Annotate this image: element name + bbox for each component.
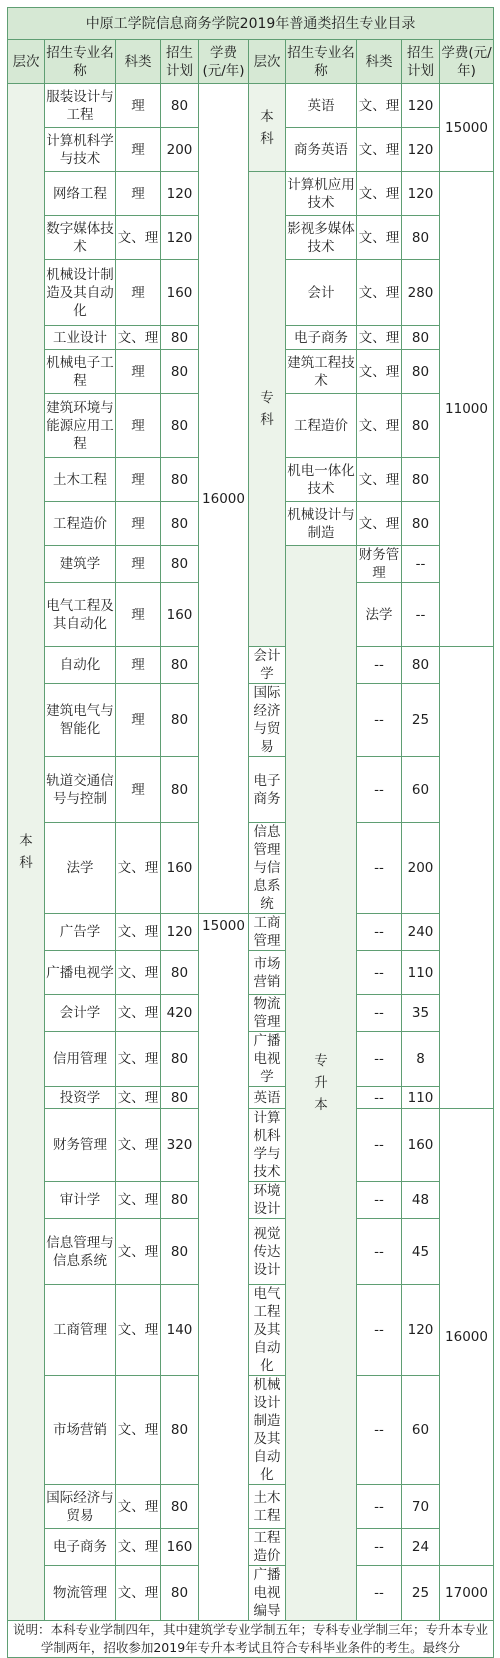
right-plan: 60 xyxy=(402,1376,440,1485)
left-plan: 80 xyxy=(161,1376,199,1485)
left-major: 计算机科学与技术 xyxy=(45,128,116,172)
right-subject: 文、理 xyxy=(357,216,402,260)
table-row xyxy=(8,1087,494,1109)
right-plan: 80 xyxy=(402,216,440,260)
right-plan: 240 xyxy=(402,914,440,951)
left-level-benke: 本科 xyxy=(8,84,45,1621)
left-plan: 80 xyxy=(161,684,199,757)
right-subject: -- xyxy=(357,1087,402,1109)
right-major: 会计学 xyxy=(249,647,286,684)
right-fee-15000: 15000 xyxy=(440,84,494,172)
header-major: 招生专业名称 xyxy=(45,40,116,84)
right-major: 法学 xyxy=(357,583,402,647)
left-fee-15000: 15000 xyxy=(199,914,249,1621)
left-subject: 文、理 xyxy=(116,1087,161,1109)
right-subject: -- xyxy=(357,1219,402,1285)
right-major: 广播电视编导 xyxy=(249,1566,286,1621)
right-subject: 文、理 xyxy=(357,394,402,458)
left-plan: 120 xyxy=(161,216,199,260)
left-major: 市场营销 xyxy=(45,1376,116,1485)
right-subject: -- xyxy=(357,995,402,1032)
left-subject: 文、理 xyxy=(116,914,161,951)
left-major: 审计学 xyxy=(45,1182,116,1219)
header-subject: 科类 xyxy=(357,40,402,84)
right-major: 广播电视学 xyxy=(249,1032,286,1087)
right-subject: -- xyxy=(357,1566,402,1621)
right-subject: 文、理 xyxy=(357,84,402,128)
left-major: 自动化 xyxy=(45,647,116,684)
left-major: 电子商务 xyxy=(45,1529,116,1566)
right-major: 环境设计 xyxy=(249,1182,286,1219)
right-major: 财务管理 xyxy=(357,546,402,583)
table-row xyxy=(8,84,494,128)
table-row xyxy=(8,1376,494,1485)
right-major: 机械设计与制造 xyxy=(286,502,357,546)
left-major: 会计学 xyxy=(45,995,116,1032)
left-plan: 160 xyxy=(161,583,199,647)
left-subject: 文、理 xyxy=(116,1376,161,1485)
right-subject: -- xyxy=(357,647,402,684)
right-subject: -- xyxy=(357,951,402,995)
left-subject: 文、理 xyxy=(116,995,161,1032)
right-plan: 80 xyxy=(402,394,440,458)
left-subject: 文、理 xyxy=(116,1219,161,1285)
right-fee-11000: 11000 xyxy=(440,172,494,647)
right-subject: -- xyxy=(357,914,402,951)
right-subject: -- xyxy=(357,1032,402,1087)
right-subject: -- xyxy=(357,684,402,757)
right-major: 机电一体化技术 xyxy=(286,458,357,502)
right-major: 会计 xyxy=(286,260,357,326)
left-subject: 理 xyxy=(116,647,161,684)
right-major: 工程造价 xyxy=(286,394,357,458)
header-plan: 招生计划 xyxy=(161,40,199,84)
right-major: 视觉传达设计 xyxy=(249,1219,286,1285)
right-subject: 文、理 xyxy=(357,326,402,350)
left-major: 服装设计与工程 xyxy=(45,84,116,128)
left-major: 土木工程 xyxy=(45,458,116,502)
left-subject: 文、理 xyxy=(116,1182,161,1219)
table-row xyxy=(8,1109,494,1182)
table-title: 中原工学院信息商务学院2019年普通类招生专业目录 xyxy=(8,8,494,40)
right-level-zhuanshengben: 专升本 xyxy=(286,546,357,1621)
left-subject: 文、理 xyxy=(116,1566,161,1621)
left-subject: 理 xyxy=(116,260,161,326)
right-plan: 25 xyxy=(402,1566,440,1621)
left-plan: 80 xyxy=(161,1182,199,1219)
right-major: 商务英语 xyxy=(286,128,357,172)
right-fee-17000: 17000 xyxy=(440,1566,494,1621)
left-plan: 80 xyxy=(161,502,199,546)
left-plan: 80 xyxy=(161,84,199,128)
left-subject: 理 xyxy=(116,350,161,394)
left-major: 投资学 xyxy=(45,1087,116,1109)
table-row xyxy=(8,823,494,914)
table-row xyxy=(8,1285,494,1376)
right-major: 工商管理 xyxy=(249,914,286,951)
right-plan: 80 xyxy=(402,326,440,350)
left-major: 广播电视学 xyxy=(45,951,116,995)
left-plan: 160 xyxy=(161,1529,199,1566)
left-subject: 理 xyxy=(116,458,161,502)
right-major: 物流管理 xyxy=(249,995,286,1032)
right-major: 计算机应用技术 xyxy=(286,172,357,216)
left-plan: 80 xyxy=(161,394,199,458)
table-row xyxy=(8,1219,494,1285)
left-major: 工商管理 xyxy=(45,1285,116,1376)
right-plan: 110 xyxy=(402,1087,440,1109)
left-major: 数字媒体技术 xyxy=(45,216,116,260)
left-major: 工业设计 xyxy=(45,326,116,350)
right-plan: 24 xyxy=(402,1529,440,1566)
left-plan: 200 xyxy=(161,128,199,172)
header-level: 层次 xyxy=(8,40,45,84)
left-subject: 文、理 xyxy=(116,1109,161,1182)
left-major: 电气工程及其自动化 xyxy=(45,583,116,647)
left-major: 网络工程 xyxy=(45,172,116,216)
right-subject: -- xyxy=(357,1109,402,1182)
left-plan: 80 xyxy=(161,647,199,684)
table-row xyxy=(8,757,494,823)
left-plan: 80 xyxy=(161,757,199,823)
table-row xyxy=(8,995,494,1032)
header-level: 层次 xyxy=(249,40,286,84)
header-fee: 学费(元/年) xyxy=(440,40,494,84)
table-row xyxy=(8,1566,494,1621)
left-subject: 理 xyxy=(116,583,161,647)
left-subject: 文、理 xyxy=(116,326,161,350)
left-major: 信息管理与信息系统 xyxy=(45,1219,116,1285)
right-plan: 80 xyxy=(402,502,440,546)
right-plan: 160 xyxy=(402,1109,440,1182)
header-plan: 招生计划 xyxy=(402,40,440,84)
left-subject: 文、理 xyxy=(116,216,161,260)
right-level-benke: 本科 xyxy=(249,84,286,172)
table-row xyxy=(8,1182,494,1219)
right-plan: 70 xyxy=(402,1485,440,1529)
left-major: 机械电子工程 xyxy=(45,350,116,394)
right-subject: -- xyxy=(402,583,440,647)
right-major: 电气工程及其自动化 xyxy=(249,1285,286,1376)
right-subject: -- xyxy=(357,1529,402,1566)
right-subject: 文、理 xyxy=(357,260,402,326)
left-subject: 理 xyxy=(116,394,161,458)
left-major: 建筑环境与能源应用工程 xyxy=(45,394,116,458)
right-major: 电子商务 xyxy=(249,757,286,823)
right-subject: 文、理 xyxy=(357,128,402,172)
right-plan: 48 xyxy=(402,1182,440,1219)
left-subject: 理 xyxy=(116,757,161,823)
left-major: 国际经济与贸易 xyxy=(45,1485,116,1529)
right-major: 英语 xyxy=(286,84,357,128)
right-subject: -- xyxy=(357,1376,402,1485)
right-level-zhuanke: 专科 xyxy=(249,172,286,647)
left-major: 机械设计制造及其自动化 xyxy=(45,260,116,326)
right-subject: -- xyxy=(357,1285,402,1376)
right-major: 工程造价 xyxy=(249,1529,286,1566)
table-row xyxy=(8,951,494,995)
left-subject: 文、理 xyxy=(116,951,161,995)
note-row xyxy=(8,1621,494,1658)
left-major: 建筑学 xyxy=(45,546,116,583)
right-major: 电子商务 xyxy=(286,326,357,350)
note-text: 说明：本科专业学制四年，其中建筑学专业学制五年；专科专业学制三年；专升本专业学制两年，招收参加2019年专升本考试且符合专科毕业条件的考生。最终分 xyxy=(8,1621,494,1658)
right-major: 英语 xyxy=(249,1087,286,1109)
right-plan: 45 xyxy=(402,1219,440,1285)
left-major: 轨道交通信号与控制 xyxy=(45,757,116,823)
right-subject: 文、理 xyxy=(357,458,402,502)
right-subject: -- xyxy=(402,546,440,583)
right-subject: 文、理 xyxy=(357,350,402,394)
right-plan: 120 xyxy=(402,84,440,128)
right-plan: 80 xyxy=(402,350,440,394)
left-plan: 80 xyxy=(161,326,199,350)
right-plan: 110 xyxy=(402,951,440,995)
left-plan: 80 xyxy=(161,1087,199,1109)
right-subject: -- xyxy=(357,757,402,823)
left-subject: 文、理 xyxy=(116,823,161,914)
left-subject: 文、理 xyxy=(116,1485,161,1529)
left-plan: 320 xyxy=(161,1109,199,1182)
left-subject: 理 xyxy=(116,172,161,216)
right-major: 国际经济与贸易 xyxy=(249,684,286,757)
right-fee-16000: 16000 xyxy=(440,1109,494,1566)
right-plan: 120 xyxy=(402,172,440,216)
right-plan: 280 xyxy=(402,260,440,326)
table-row xyxy=(8,1032,494,1087)
right-plan: 120 xyxy=(402,128,440,172)
left-plan: 80 xyxy=(161,1485,199,1529)
left-major: 物流管理 xyxy=(45,1566,116,1621)
right-major: 计算机科学与技术 xyxy=(249,1109,286,1182)
header-fee: 学费(元/年) xyxy=(199,40,249,84)
right-subject: -- xyxy=(357,823,402,914)
left-plan: 80 xyxy=(161,350,199,394)
right-major: 影视多媒体技术 xyxy=(286,216,357,260)
header-subject: 科类 xyxy=(116,40,161,84)
right-plan: 80 xyxy=(402,647,440,684)
table-row xyxy=(8,172,494,216)
left-subject: 文、理 xyxy=(116,1032,161,1087)
left-plan: 80 xyxy=(161,546,199,583)
right-plan: 200 xyxy=(402,823,440,914)
left-plan: 160 xyxy=(161,260,199,326)
left-major: 信用管理 xyxy=(45,1032,116,1087)
right-major: 机械设计制造及其自动化 xyxy=(249,1376,286,1485)
left-plan: 80 xyxy=(161,951,199,995)
left-plan: 160 xyxy=(161,823,199,914)
right-major: 信息管理与信息系统 xyxy=(249,823,286,914)
left-subject: 文、理 xyxy=(116,1285,161,1376)
left-major: 法学 xyxy=(45,823,116,914)
right-subject: -- xyxy=(357,1182,402,1219)
left-plan: 80 xyxy=(161,1219,199,1285)
right-major: 土木工程 xyxy=(249,1485,286,1529)
left-subject: 文、理 xyxy=(116,1529,161,1566)
right-plan: 60 xyxy=(402,757,440,823)
left-plan: 80 xyxy=(161,1032,199,1087)
left-plan: 140 xyxy=(161,1285,199,1376)
left-major: 广告学 xyxy=(45,914,116,951)
left-plan: 80 xyxy=(161,458,199,502)
right-plan: 80 xyxy=(402,458,440,502)
right-subject: -- xyxy=(357,1485,402,1529)
right-subject: 文、理 xyxy=(357,172,402,216)
header-row xyxy=(8,40,494,84)
left-major: 建筑电气与智能化 xyxy=(45,684,116,757)
table-row xyxy=(8,914,494,951)
table-row xyxy=(8,1529,494,1566)
left-plan: 420 xyxy=(161,995,199,1032)
table-row xyxy=(8,684,494,757)
right-plan: 8 xyxy=(402,1032,440,1087)
left-subject: 理 xyxy=(116,684,161,757)
left-subject: 理 xyxy=(116,128,161,172)
left-fee-16000: 16000 xyxy=(199,84,249,914)
left-major: 工程造价 xyxy=(45,502,116,546)
right-plan: 35 xyxy=(402,995,440,1032)
table-row xyxy=(8,1485,494,1529)
right-major: 建筑工程技术 xyxy=(286,350,357,394)
left-plan: 120 xyxy=(161,172,199,216)
left-plan: 120 xyxy=(161,914,199,951)
table-row xyxy=(8,647,494,684)
enrollment-catalog-table xyxy=(7,7,494,1658)
left-subject: 理 xyxy=(116,84,161,128)
right-plan: 25 xyxy=(402,684,440,757)
header-major: 招生专业名称 xyxy=(286,40,357,84)
left-major: 财务管理 xyxy=(45,1109,116,1182)
right-subject: 文、理 xyxy=(357,502,402,546)
right-major: 市场营销 xyxy=(249,951,286,995)
left-subject: 理 xyxy=(116,502,161,546)
right-plan: 120 xyxy=(402,1285,440,1376)
left-plan: 80 xyxy=(161,1566,199,1621)
left-subject: 理 xyxy=(116,546,161,583)
